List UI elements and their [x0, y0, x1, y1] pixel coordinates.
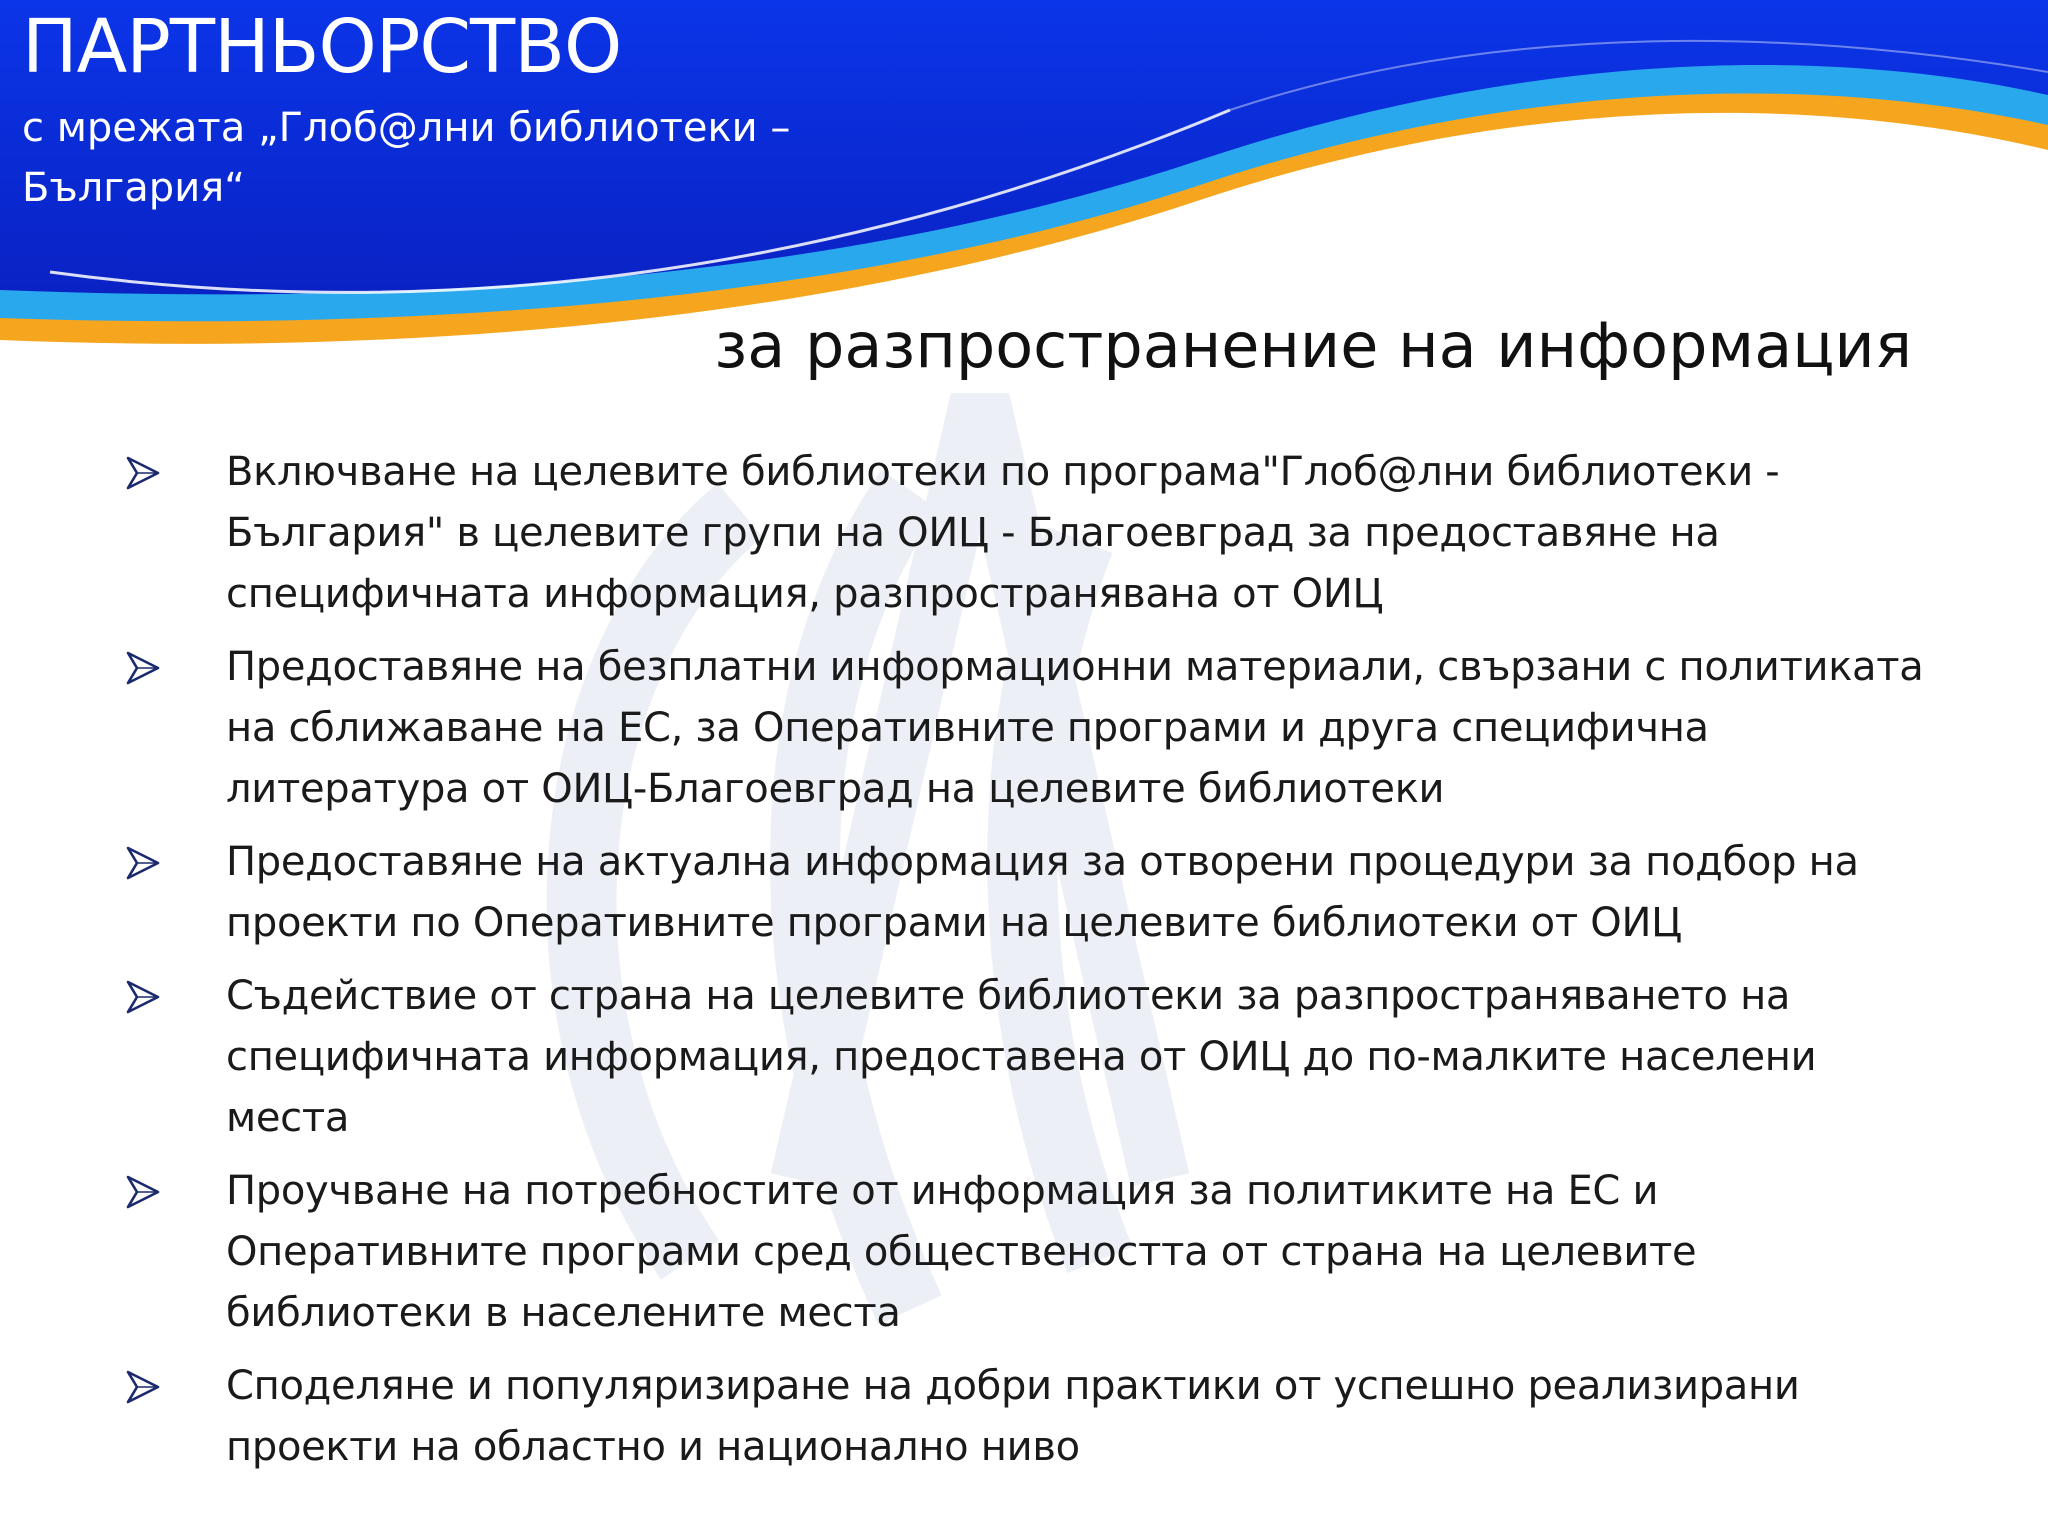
section-heading: за разпространение на информация: [714, 309, 1912, 382]
bullet-text: Споделяне и популяризиране на добри практики от успешно реализирани проекти на областно и национално ниво: [226, 1363, 1800, 1470]
list-item: [126, 442, 1926, 625]
bullet-text: Предоставяне на безплатни информационни материали, свързани с политиката на сближаване на ЕС, за Оперативните програми и друга специфична литература от ОИЦ-Благоевград на целевите библиотеки: [226, 644, 1924, 812]
arrowhead-bullet-icon: [126, 966, 226, 1028]
header-title: ПАРТНЬОРСТВО: [22, 4, 622, 90]
list-item: [126, 637, 1926, 820]
bullet-text: Съдействие от страна на целевите библиотеки за разпространяването на специфичната информация, предоставена от ОИЦ до по-малките населени места: [226, 973, 1817, 1141]
bullet-text: Проучване на потребностите от информация за политиките на ЕС и Оперативните програми сред обществеността от страна на целевите библиотеки в населените места: [226, 1168, 1697, 1336]
arrowhead-bullet-icon: [126, 1356, 226, 1418]
arrowhead-bullet-icon: [126, 832, 226, 894]
list-item: [126, 966, 1926, 1149]
list-item: [126, 1356, 1926, 1478]
header-subtitle: с мрежата „Глоб@лни библиотеки – България“: [22, 105, 791, 211]
list-item: [126, 832, 1926, 954]
bullet-list: [126, 442, 1926, 1490]
bullet-text: Включване на целевите библиотеки по програма"Глоб@лни библиотеки - България" в целевите групи на ОИЦ - Благоевград за предоставяне на специфичната информация, разпространявана от ОИЦ: [226, 449, 1780, 617]
arrowhead-bullet-icon: [126, 442, 226, 504]
arrowhead-bullet-icon: [126, 1161, 226, 1223]
arrowhead-bullet-icon: [126, 637, 226, 699]
bullet-text: Предоставяне на актуална информация за отворени процедури за подбор на проекти по Оперативните програми на целевите библиотеки от ОИЦ: [226, 839, 1859, 946]
list-item: [126, 1161, 1926, 1344]
